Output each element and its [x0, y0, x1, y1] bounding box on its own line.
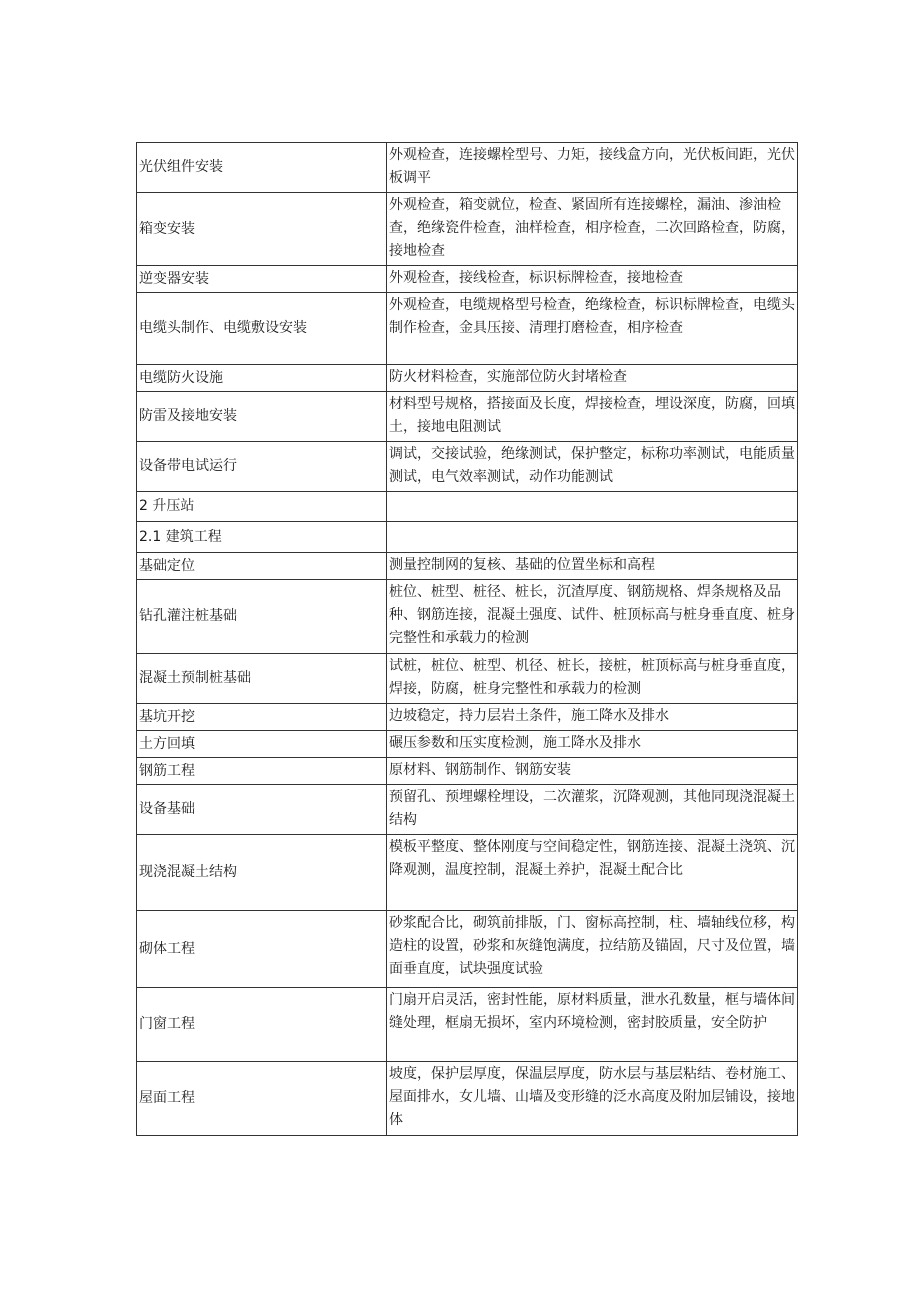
content-cell: 模板平整度、整体刚度与空间稳定性，钢筋连接、混凝土浇筑、沉降观测，温度控制，混凝土养护，混凝土配合比 — [387, 835, 798, 911]
item-cell: 逆变器安装 — [137, 266, 387, 293]
item-cell: 电缆头制作、电缆敷设安装 — [137, 293, 387, 365]
item-cell: 设备带电试运行 — [137, 442, 387, 492]
content-cell: 原材料、钢筋制作、钢筋安装 — [387, 758, 798, 785]
item-cell: 防雷及接地安装 — [137, 392, 387, 442]
table-row — [137, 553, 798, 580]
item-cell: 基坑开挖 — [137, 704, 387, 731]
content-cell: 边坡稳定，持力层岩土条件，施工降水及排水 — [387, 704, 798, 731]
table-row — [137, 266, 798, 293]
content-cell: 试桩，桩位、桩型、机径、桩长，接桩，桩顶标高与桩身垂直度，焊接，防腐，桩身完整性和承载力的检测 — [387, 654, 798, 704]
item-cell: 现浇混凝土结构 — [137, 835, 387, 911]
content-cell: 外观检查，连接螺栓型号、力矩，接线盒方向，光伏板间距，光伏板调平 — [387, 143, 798, 193]
content-cell: 测量控制网的复核、基础的位置坐标和高程 — [387, 553, 798, 580]
content-cell: 调试，交接试验，绝缘测试，保护整定，标称功率测试，电能质量测试，电气效率测试，动作功能测试 — [387, 442, 798, 492]
item-cell: 箱变安装 — [137, 193, 387, 266]
content-cell: 外观检查，接线检查，标识标牌检查，接地检查 — [387, 266, 798, 293]
table-row — [137, 785, 798, 835]
content-cell: 外观检查，箱变就位，检查、紧固所有连接螺栓，漏油、渗油检查，绝缘瓷件检查，油样检查，相序检查，二次回路检查，防腐，接地检查 — [387, 193, 798, 266]
item-cell: 混凝土预制桩基础 — [137, 654, 387, 704]
table-row — [137, 654, 798, 704]
table-row — [137, 835, 798, 911]
section-row — [137, 492, 798, 522]
table-row — [137, 193, 798, 266]
inspection-table — [136, 142, 798, 1136]
content-cell: 门扇开启灵活，密封性能，原材料质量，泄水孔数量，框与墙体间缝处理，框扇无损坏，室内环境检测，密封胶质量，安全防护 — [387, 988, 798, 1062]
content-cell: 外观检查，电缆规格型号检查，绝缘检查，标识标牌检查，电缆头制作检查，金具压接、清理打磨检查，相序检查 — [387, 293, 798, 365]
table-row — [137, 911, 798, 988]
table-row — [137, 143, 798, 193]
table-row — [137, 731, 798, 758]
table-row — [137, 580, 798, 654]
section-heading: 2.1 建筑工程 — [137, 522, 387, 553]
item-cell: 光伏组件安装 — [137, 143, 387, 193]
item-cell: 钻孔灌注桩基础 — [137, 580, 387, 654]
table-row — [137, 758, 798, 785]
content-cell: 防火材料检查，实施部位防火封堵检查 — [387, 365, 798, 392]
content-cell: 桩位、桩型、桩径、桩长，沉渣厚度、钢筋规格、焊条规格及品种、钢筋连接，混凝土强度、试件、桩顶标高与桩身垂直度、桩身完整性和承载力的检测 — [387, 580, 798, 654]
item-cell: 屋面工程 — [137, 1062, 387, 1136]
section-heading: 2 升压站 — [137, 492, 387, 522]
item-cell: 门窗工程 — [137, 988, 387, 1062]
content-cell: 坡度，保护层厚度，保温层厚度，防水层与基层粘结、卷材施工、屋面排水，女儿墙、山墙及变形缝的泛水高度及附加层铺设，接地体 — [387, 1062, 798, 1136]
content-cell: 预留孔、预埋螺栓埋设，二次灌浆，沉降观测，其他同现浇混凝土结构 — [387, 785, 798, 835]
item-cell: 钢筋工程 — [137, 758, 387, 785]
table-row — [137, 1062, 798, 1136]
table-row — [137, 442, 798, 492]
table-row — [137, 392, 798, 442]
item-cell: 基础定位 — [137, 553, 387, 580]
content-cell — [387, 522, 798, 553]
content-cell: 材料型号规格，搭接面及长度，焊接检查，埋设深度，防腐，回填土，接地电阻测试 — [387, 392, 798, 442]
table-row — [137, 293, 798, 365]
content-cell: 碾压参数和压实度检测，施工降水及排水 — [387, 731, 798, 758]
content-cell — [387, 492, 798, 522]
table-row — [137, 365, 798, 392]
item-cell: 砌体工程 — [137, 911, 387, 988]
content-cell: 砂浆配合比，砌筑前排版，门、窗标高控制，柱、墙轴线位移，构造柱的设置，砂浆和灰缝饱满度，拉结筋及锚固，尺寸及位置，墙面垂直度，试块强度试验 — [387, 911, 798, 988]
section-row — [137, 522, 798, 553]
table-row — [137, 704, 798, 731]
item-cell: 设备基础 — [137, 785, 387, 835]
item-cell: 土方回填 — [137, 731, 387, 758]
table-row — [137, 988, 798, 1062]
item-cell: 电缆防火设施 — [137, 365, 387, 392]
